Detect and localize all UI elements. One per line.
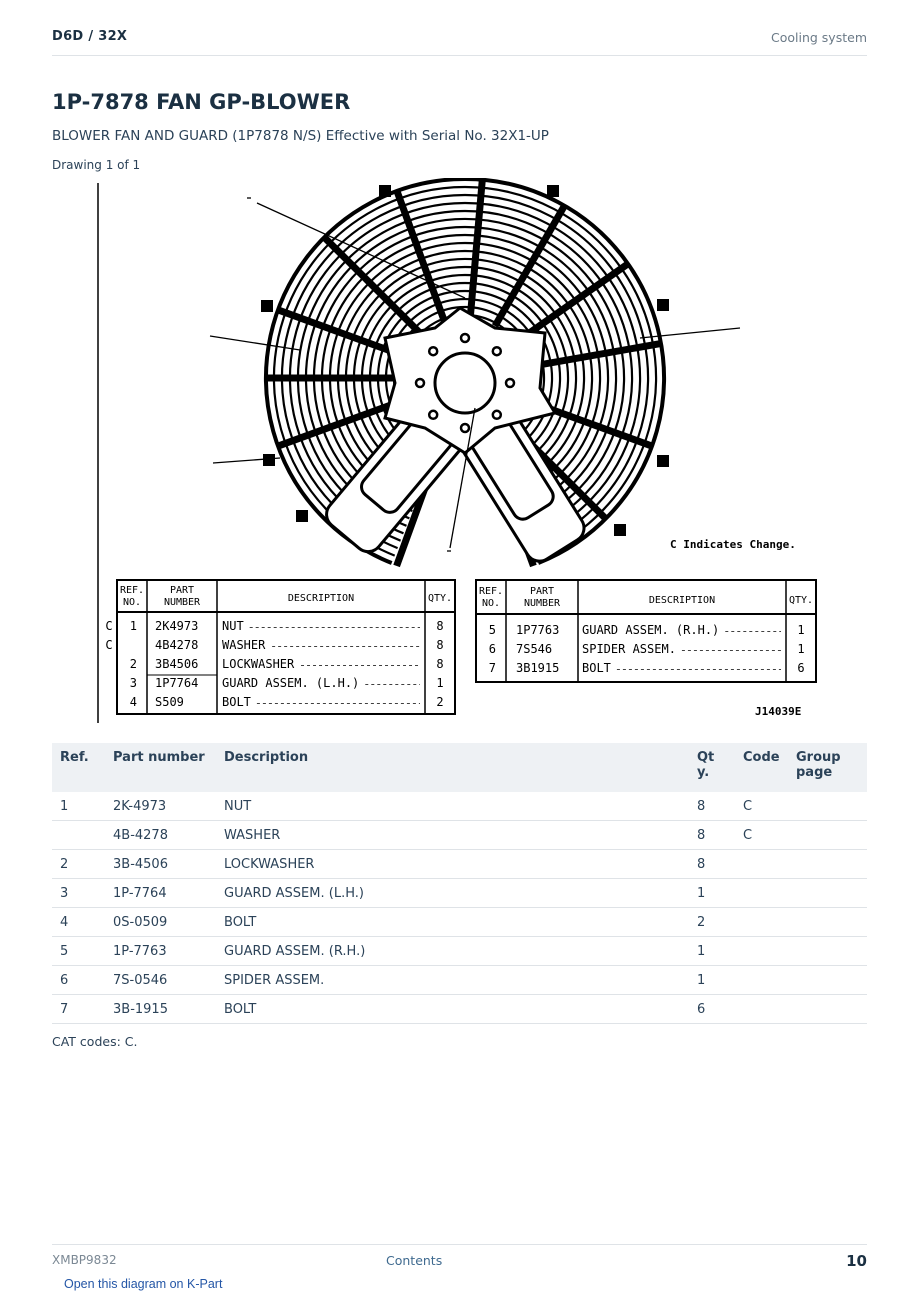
model-breadcrumb: D6D / 32X [52, 29, 128, 44]
drt-desc-header: DESCRIPTION [648, 595, 716, 606]
drt-part-header-1: PART [529, 586, 555, 597]
ref-cell: 7 [52, 995, 105, 1024]
code-cell [735, 879, 788, 908]
group-page-cell [788, 966, 867, 995]
document-id: XMBP9832 [52, 1253, 117, 1267]
dlt-part-number: 2K4973 [155, 619, 199, 633]
drt-description: BOLT [582, 661, 611, 675]
table-row [52, 792, 867, 821]
qty-cell: 1 [689, 937, 735, 966]
group-page-column-header [788, 743, 867, 792]
group-page-cell [788, 879, 867, 908]
drawing-label: Drawing 1 of 1 [52, 158, 141, 172]
table-row [52, 937, 867, 966]
guard-mounting-tab [263, 454, 275, 466]
ref-cell [52, 821, 105, 850]
guard-mounting-tab [657, 299, 669, 311]
drawing-id: J14039E [755, 705, 802, 718]
dlt-part-number: S509 [155, 695, 184, 709]
code-cell [735, 908, 788, 937]
drt-part-number: 7S546 [516, 642, 553, 656]
change-note: C Indicates Change. [670, 538, 796, 551]
dlt-part-number: 3B4506 [155, 657, 199, 671]
group-page-cell [788, 995, 867, 1024]
drawing-parts-table-right [476, 580, 816, 682]
dlt-description: LOCKWASHER [222, 657, 295, 671]
table-row [52, 850, 867, 879]
guard-spoke [470, 179, 482, 318]
parts-table-header [52, 743, 867, 792]
hub-bolt-hole [429, 347, 437, 355]
hub-bolt-hole [493, 347, 501, 355]
part-number-cell: 0S-0509 [105, 908, 216, 937]
dlt-part-number: 4B4278 [155, 638, 199, 652]
ref-cell: 4 [52, 908, 105, 937]
drt-part-number: 3B1915 [516, 661, 560, 675]
section-name: Cooling system [771, 30, 867, 45]
qty-column-header [689, 743, 735, 792]
guard-mounting-tab [379, 185, 391, 197]
ref-cell: 1 [52, 792, 105, 821]
qty-cell: 1 [689, 879, 735, 908]
code-cell: C [735, 821, 788, 850]
dlt-qty-header: QTY. [427, 593, 453, 604]
description-cell: WASHER [216, 821, 689, 850]
dlt-description: WASHER [222, 638, 266, 652]
ref-cell: 5 [52, 937, 105, 966]
dlt-qty: 2 [436, 695, 444, 709]
open-in-kpart-link[interactable]: Open this diagram on K-Part [64, 1277, 223, 1291]
dlt-ref-header-2: NO. [122, 597, 142, 608]
code-cell [735, 995, 788, 1024]
dlt-ref: 1 [129, 619, 137, 633]
dlt-change-mark: C [105, 619, 113, 633]
guard-mounting-tab [657, 455, 669, 467]
dlt-desc-header: DESCRIPTION [287, 593, 355, 604]
code-cell [735, 937, 788, 966]
drt-description: SPIDER ASSEM. [582, 642, 676, 656]
drt-qty: 6 [797, 661, 805, 675]
hub-bolt-hole [493, 411, 501, 419]
table-row [52, 879, 867, 908]
guard-mounting-tab [261, 300, 273, 312]
hub-bolt-hole [461, 334, 469, 342]
ref-column-header: Ref. [52, 743, 105, 792]
part-number-cell: 1P-7764 [105, 879, 216, 908]
guard-mounting-tab [296, 510, 308, 522]
dlt-ref-header-1: REF. [119, 585, 145, 596]
page-subtitle: BLOWER FAN AND GUARD (1P7878 N/S) Effective with Serial No. 32X1-UP [52, 128, 549, 144]
dlt-description: NUT [222, 619, 244, 633]
code-cell [735, 850, 788, 879]
dlt-qty: 8 [436, 638, 444, 652]
ref-cell: 2 [52, 850, 105, 879]
table-row [52, 995, 867, 1024]
qty-cell: 1 [689, 966, 735, 995]
part-number-cell: 3B-4506 [105, 850, 216, 879]
drt-description: GUARD ASSEM. (R.H.) [582, 623, 720, 637]
description-cell: BOLT [216, 995, 689, 1024]
table-row [52, 821, 867, 850]
part-number-column-header: Part number [105, 743, 216, 792]
dlt-description: BOLT [222, 695, 251, 709]
header-divider [52, 55, 867, 56]
part-number-cell: 4B-4278 [105, 821, 216, 850]
dlt-part-header-2: NUMBER [163, 597, 201, 608]
part-number-cell: 3B-1915 [105, 995, 216, 1024]
group-page-cell [788, 937, 867, 966]
group-page-cell [788, 850, 867, 879]
dlt-qty: 8 [436, 657, 444, 671]
dlt-ref: 2 [129, 657, 137, 671]
fan-diagram [95, 178, 855, 728]
group-page-cell [788, 821, 867, 850]
drt-part-header-2: NUMBER [523, 598, 561, 609]
qty-cell: 6 [689, 995, 735, 1024]
dlt-ref: 4 [129, 695, 137, 709]
hub-bolt-hole [506, 379, 514, 387]
group-page-cell [788, 792, 867, 821]
page-number: 10 [846, 1252, 867, 1270]
ref-cell: 6 [52, 966, 105, 995]
dlt-rows [105, 619, 443, 709]
drt-qty-header: QTY. [788, 595, 814, 606]
description-cell: NUT [216, 792, 689, 821]
guard-spoke [324, 237, 423, 336]
qty-cell: 8 [689, 821, 735, 850]
dlt-part-number: 1P7764 [155, 676, 199, 690]
drt-ref: 5 [488, 623, 496, 637]
footer-divider [52, 1244, 867, 1245]
qty-cell: 8 [689, 850, 735, 879]
drt-ref: 7 [488, 661, 496, 675]
description-cell: GUARD ASSEM. (R.H.) [216, 937, 689, 966]
group-page-header-text: Group page [796, 750, 841, 780]
qty-cell: 2 [689, 908, 735, 937]
drt-part-number: 1P7763 [516, 623, 560, 637]
part-number-cell: 2K-4973 [105, 792, 216, 821]
dlt-qty: 1 [436, 676, 444, 690]
code-column-header: Code [735, 743, 788, 792]
ref-cell: 3 [52, 879, 105, 908]
table-row [52, 908, 867, 937]
description-cell: SPIDER ASSEM. [216, 966, 689, 995]
code-cell: C [735, 792, 788, 821]
drt-ref-header-2: NO. [481, 598, 501, 609]
contents-link[interactable]: Contents [386, 1253, 443, 1268]
dlt-description: GUARD ASSEM. (L.H.) [222, 676, 360, 690]
dlt-change-mark: C [105, 638, 113, 652]
part-number-cell: 7S-0546 [105, 966, 216, 995]
parts-table [52, 743, 867, 1024]
drt-rows [489, 623, 805, 675]
qty-cell: 8 [689, 792, 735, 821]
description-column-header: Description [216, 743, 689, 792]
drt-ref-header-1: REF. [478, 586, 504, 597]
description-cell: BOLT [216, 908, 689, 937]
description-cell: LOCKWASHER [216, 850, 689, 879]
dlt-qty: 8 [436, 619, 444, 633]
group-page-cell [788, 908, 867, 937]
cat-codes-note: CAT codes: C. [52, 1034, 138, 1049]
dlt-ref: 3 [129, 676, 137, 690]
hub-bolt-hole [429, 411, 437, 419]
guard-spoke [397, 190, 445, 322]
code-cell [735, 966, 788, 995]
guard-mounting-tab [614, 524, 626, 536]
drawing-parts-table-left [105, 580, 455, 714]
qty-header-text: Qty. [697, 750, 715, 780]
drt-ref: 6 [488, 642, 496, 656]
page-title: 1P-7878 FAN GP-BLOWER [52, 90, 351, 114]
guard-mounting-tab [547, 185, 559, 197]
parts-table-body [52, 792, 867, 1024]
dlt-part-header-1: PART [169, 585, 195, 596]
part-number-cell: 1P-7763 [105, 937, 216, 966]
hub-bolt-hole [416, 379, 424, 387]
drt-qty: 1 [797, 642, 805, 656]
description-cell: GUARD ASSEM. (L.H.) [216, 879, 689, 908]
table-row [52, 966, 867, 995]
hub-bolt-hole [461, 424, 469, 432]
drt-qty: 1 [797, 623, 805, 637]
